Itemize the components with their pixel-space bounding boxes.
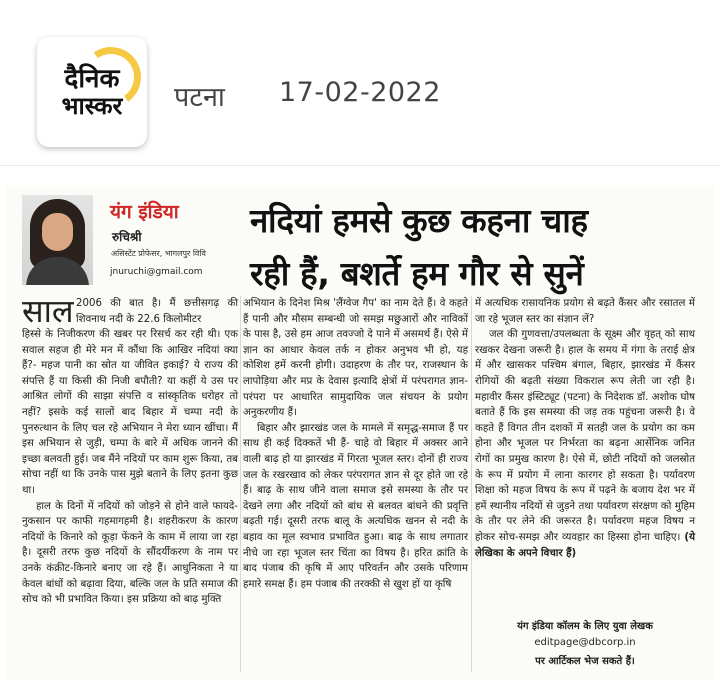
author-name: रुचिश्री [112, 230, 142, 244]
author-role: असिस्टेंट प्रोफेसर, भागलपुर विवि [111, 249, 206, 258]
footer-line3: पर आर्टिकल भेज सकते हैं। [535, 656, 635, 667]
headline-line1: नदियां हमसे कुछ कहना चाह [250, 201, 588, 240]
lead-text: 2006 की बात है। मैं छत्तीसगढ़ की शिवनाथ नदी के 22.6 किलोमीटर [76, 298, 238, 325]
paragraph: हाल के दिनों में नदियों को जोड़ने से होने वाले फायदे-नुकसान पर काफी गहमागहमी है। शहरीकरण के कारण नदियों के किनारे को कूड़ा फेंकने के काम में लाया जा रहा है। दूसरी तरफ कुछ नदियों के सौंदर्यीकरण के नाम पर उनके कंक्रीट-किनारे बनाए जा रहे हैं। आधुनिकता ने या केवल बांधों को बढ़ावा दिया, बल्कि जल के प्रति समाज की सोच को भी प्रभावित किया। इस प्रक्रिया को बाढ़ मुक्ति [22, 500, 238, 606]
edition-city: पटना [174, 82, 225, 113]
paragraph: हिस्से के निजीकरण की खबर पर रिसर्च कर रही थी। एक सवाल सहज ही मेरे मन में कौंधा कि आखिर नदियां क्या हैं?- महज पानी का स्रोत या जीवित इकाई? ये राज्य की संपत्ति हैं या किसी की निजी बपौती? या कहीं ये उस पर आश्रित लोगों की साझा संपत्ति व सांस्कृतिक धरोहर तो नहीं? इसके कई सालों बाद बिहार में चम्पा नदी के पुनरुत्थान के लिए चल रहे अभियान ने मेरा ध्यान खींचा। मैं इस अभियान से जुड़ी, चम्पा के बारे में अधिक जानने की इच्छा बलवती हुई। जब मैंने नदियों पर काम शुरू किया, तब सोचा नहीं था कि उनके पास मुझे बताने के लिए इतना कुछ था। [22, 329, 238, 496]
paragraph: बिहार और झारखंड जल के मामले में समृद्ध-समाज हैं पर साथ ही कई दिक्कतें भी हैं- चाहे वो बिहार में अक्सर आने वाली बाढ़ हो या झारखंड में गिरता भूजल स्तर। दोनों ही राज्य जल के रखरखाव को लेकर परंपरागत ज्ञान से दूर होते जा रहे हैं। बाढ़ के साथ जीने वाला समाज इसे समस्या के तौर पर देखने लगा और नदियों को बांध से बलवत बांधने की प्रवृत्ति बढ़ती गई। दूसरी तरफ बालू के अत्यधिक खनन से नदी के बहाव का मूल स्वभाव प्रभावित हुआ। बाढ़ के साथ लगातार नीचे जा रहा भूजल स्तर चिंता का विषय है। हरित क्रांति के बाद पंजाब की कृषि में आए परिवर्तन और उसके परिणाम हमारे समक्ष हैं। हम पंजाब की तरक्की से खुश हों या कृषि [243, 422, 468, 590]
logo-text-line1: दैनिक [64, 64, 120, 94]
footer-email: editpage@dbcorp.in [534, 637, 636, 648]
submission-footer [475, 618, 695, 676]
logo-text-line2: भास्कर [61, 92, 123, 120]
column1-body [22, 327, 238, 608]
edition-date: 17-02-2022 [279, 77, 441, 108]
author-photo [22, 195, 93, 285]
column-section-tag: यंग इंडिया [110, 201, 179, 223]
paragraph [475, 327, 695, 561]
paragraph-text: जल की गुणवत्ता/उपलब्धता के सूक्ष्म और वृहत् को साथ रखकर देखना जरूरी है। हाल के समय में गंगा के तराई क्षेत्र में और खासकर पश्चिम बंगाल, बिहार, झारखंड में कैंसर रोगियों की बढ़ती संख्या विकराल रूप लेती जा रही है। महावीर कैंसर इंस्टिट्यूट (पटना) के निदेशक डॉ. अशोक घोष बताते हैं कि इस समस्या की जड़ तक पहुंचना जरूरी है। वे कहते हैं विगत तीन दशकों में सतही जल के प्रयोग का कम होना और भूजल पर निर्भरता का बढ़ना आर्सेनिक जनित रोगों का प्रमुख कारण है। ऐसे में, छोटी नदियों को जलस्रोत के रूप में प्रयोग में लाना कारगर हो सकता है। पर्यावरण शिक्षा को महज विषय के रूप में पढ़ने के बजाय देश भर में हमें स्थानीय नदियों से जुड़ने तथा पर्यावरण संरक्षण को मुहिम के तौर पर लेने की जरूरत है। पर्यावरण महज विषय न होकर सोच-समझ और व्यवहार का हिस्सा होना चाहिए। [475, 329, 695, 543]
dainik-bhaskar-logo [37, 37, 147, 147]
headline-line2: रही हैं, बशर्ते हम गौर से सुनें [250, 254, 584, 293]
paragraph: में अत्यधिक रासायनिक प्रयोग से बढ़ते कैंसर और रसातल में जा रहे भूजल स्तर का संज्ञान लें? [475, 298, 695, 325]
header-divider [0, 165, 720, 166]
author-disclaimer: (ये लेखिका के अपने विचार हैं) [475, 531, 695, 559]
column1-lead [76, 296, 238, 327]
article-dropcap: साल [22, 292, 74, 330]
app-header [0, 0, 720, 165]
column-divider [471, 296, 472, 672]
footer-line1: यंग इंडिया कॉलम के लिए युवा लेखक [517, 621, 653, 632]
column2-body [243, 296, 468, 592]
column-divider [240, 296, 241, 672]
author-email: jnuruchi@gmail.com [110, 267, 203, 277]
paragraph: अभियान के दिनेश मिश्र 'लैंग्वेज गैप' का नाम देते हैं। वे कहते हैं पानी और मौसम सम्बन्धी जो समझ मछुआरों और नाविकों के पास है, उसे हम आज तवज्जो दे पाने में असमर्थ हैं। ऐसे में ज्ञान का आधार केवल तर्क न होकर अनुभव भी हो, यह कोशिश हमें करनी होगी। उदाहरण के तौर पर, राजस्थान के लापोड़िया और मप्र के देवास इत्यादि क्षेत्रों में परंपरागत ज्ञान-परंपरा पर आधारित सामुदायिक जल संचयन के प्रयोग अनुकरणीय हैं। [243, 298, 468, 419]
column3-body [475, 296, 695, 561]
